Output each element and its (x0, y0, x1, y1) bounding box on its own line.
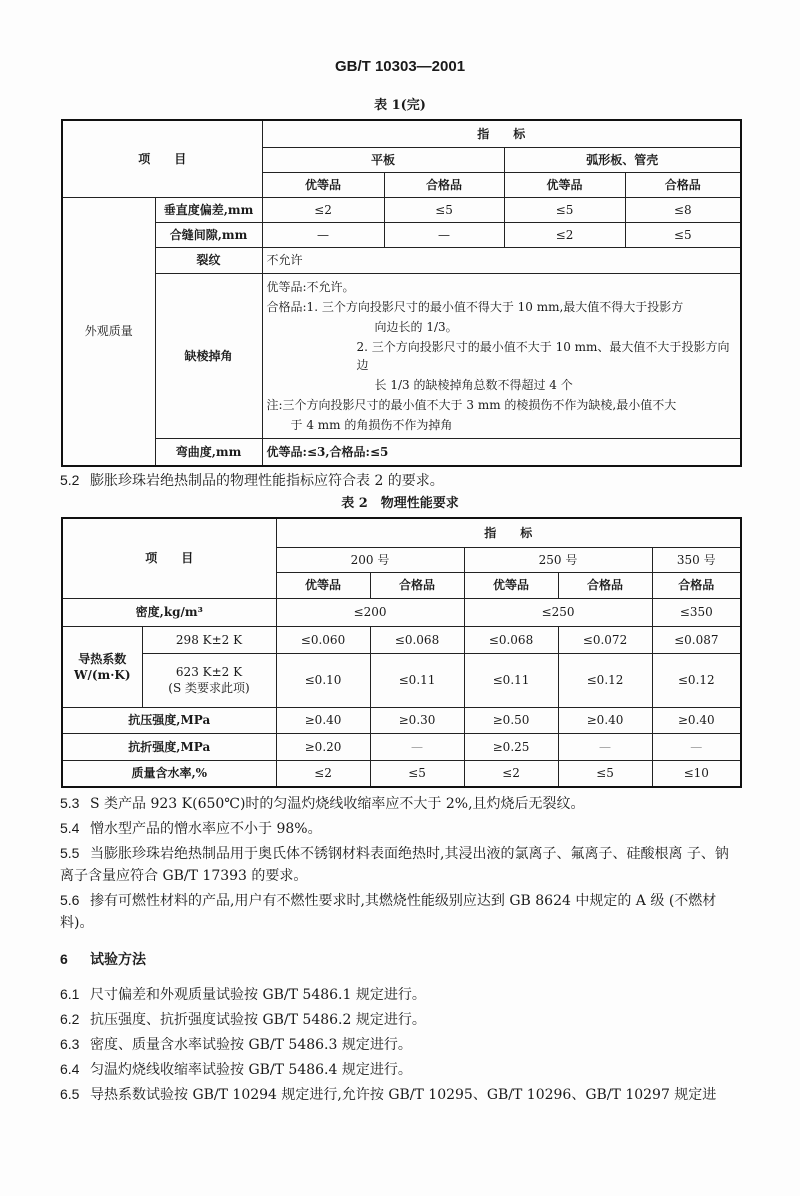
para-5-3 (60, 792, 740, 815)
para-6-4 (60, 1058, 740, 1081)
para-5-2 (60, 469, 740, 492)
para-5-6 (60, 889, 740, 934)
cell: ≤5 (625, 222, 741, 247)
standard-header: GB/T 10303—2001 (334, 58, 466, 75)
para-number: 6.3 (60, 1036, 80, 1052)
cell: ≤250 (464, 598, 652, 626)
text-line: 合格品:1. 三个方向投影尺寸的最小值不得大于 10 mm,最大值不得大于投影方 (266, 299, 684, 314)
para-number: 5.5 (60, 845, 80, 861)
chip-description (262, 273, 741, 438)
cell: — (370, 733, 464, 760)
cell: ≤0.087 (652, 626, 741, 653)
row-label: 垂直度偏差,mm (155, 197, 262, 222)
cell: ≤0.072 (558, 626, 652, 653)
cell: 优等品:≤3,合格品:≤5 (262, 438, 741, 466)
para-number: 6.4 (60, 1061, 80, 1077)
section-title: 试验方法 (90, 952, 146, 968)
grade-header: 合格品 (370, 572, 464, 598)
curved-header: 弧形板、管壳 (504, 147, 741, 172)
cell: ≥0.40 (652, 707, 741, 733)
grade-header: 合格品 (652, 572, 741, 598)
para-text: 抗压强度、抗折强度试验按 GB/T 5486.2 规定进行。 (90, 1012, 426, 1028)
para-number: 5.2 (60, 472, 80, 488)
cell: ≤0.11 (464, 653, 558, 707)
cell: — (384, 222, 504, 247)
row-label: 298 K±2 K (142, 626, 276, 653)
label-line: 导热系数 (78, 651, 127, 666)
row-label: 合缝间隙,mm (155, 222, 262, 247)
cell: ≤2 (464, 760, 558, 787)
cell: ≥0.20 (276, 733, 370, 760)
cell: ≤200 (276, 598, 464, 626)
para-text: S 类产品 923 K(650℃)时的匀温灼烧线收缩率应不大于 2%,且灼烧后无裂纹。 (90, 796, 585, 812)
cell: ≤2 (276, 760, 370, 787)
row-label: 密度,kg/m³ (62, 598, 276, 626)
grade-header: 优等品 (262, 172, 384, 197)
cell: ≤5 (370, 760, 464, 787)
para-text: (不燃材料)。 (60, 893, 717, 931)
label-line: W/(m·K) (73, 667, 131, 682)
row-label: 抗压强度,MPa (62, 707, 276, 733)
table1 (61, 119, 742, 467)
table1-caption: 表 1(完) (374, 98, 426, 113)
class-header: 200 号 (276, 547, 464, 572)
cell: — (262, 222, 384, 247)
para-number: 6.5 (60, 1086, 80, 1102)
cell: — (558, 733, 652, 760)
item-header: 项 目 (62, 120, 262, 197)
cell: ≥0.30 (370, 707, 464, 733)
row-label: 抗折强度,MPa (62, 733, 276, 760)
grade-header: 优等品 (276, 572, 370, 598)
para-text: 尺寸偏差和外观质量试验按 GB/T 5486.1 规定进行。 (90, 987, 426, 1003)
class-header: 350 号 (652, 547, 741, 572)
cell: ≤2 (262, 197, 384, 222)
grade-header: 优等品 (504, 172, 625, 197)
row-label: 裂纹 (155, 247, 262, 273)
para-number: 5.3 (60, 795, 80, 811)
cell: ≤5 (558, 760, 652, 787)
para-5-5 (60, 842, 740, 887)
para-6-3 (60, 1033, 740, 1056)
cell: ≥0.50 (464, 707, 558, 733)
cell: 不允许 (262, 247, 741, 273)
cell: ≥0.40 (558, 707, 652, 733)
para-text: 膨胀珍珠岩绝热制品的物理性能指标应符合表 2 的要求。 (90, 473, 444, 489)
cell: — (652, 733, 741, 760)
para-6-1 (60, 983, 740, 1006)
grade-header: 合格品 (384, 172, 504, 197)
text-line: 于 4 mm 的角损伤不作为掉角 (290, 417, 453, 432)
cell: ≥0.25 (464, 733, 558, 760)
flat-header: 平板 (262, 147, 504, 172)
para-5-4 (60, 817, 740, 840)
class-header: 250 号 (464, 547, 652, 572)
para-text: 密度、质量含水率试验按 GB/T 5486.3 规定进行。 (90, 1037, 412, 1053)
text-line: 长 1/3 的缺棱掉角总数不得超过 4 个 (374, 377, 573, 392)
cell: ≤2 (504, 222, 625, 247)
para-number: 5.6 (60, 892, 80, 908)
grade-header: 合格品 (625, 172, 741, 197)
row-label: 缺棱掉角 (155, 273, 262, 438)
cell: ≤5 (504, 197, 625, 222)
cell: ≤10 (652, 760, 741, 787)
label-line: 623 K±2 K (175, 665, 243, 679)
table2-caption: 表 2 物理性能要求 (341, 496, 459, 511)
cell: ≤5 (384, 197, 504, 222)
para-text: 子、钠离子含量应符合 GB/T 17393 的要求。 (60, 846, 729, 884)
group-label: 外观质量 (62, 197, 155, 466)
cell: ≤0.068 (370, 626, 464, 653)
cell: ≥0.40 (276, 707, 370, 733)
conductivity-label (62, 626, 142, 707)
para-number: 6.1 (60, 986, 80, 1002)
cell: ≤0.068 (464, 626, 558, 653)
para-number: 5.4 (60, 820, 80, 836)
label-line: (S 类要求此项) (168, 681, 250, 695)
cell: ≤0.12 (558, 653, 652, 707)
index-header: 指 标 (276, 518, 741, 547)
para-number: 6.2 (60, 1011, 80, 1027)
text-line: 向边长的 1/3。 (374, 319, 458, 334)
cell: ≤0.060 (276, 626, 370, 653)
row-label (142, 653, 276, 707)
text-line: 注:三个方向投影尺寸的最小值不大于 3 mm 的棱损伤不作为缺棱,最小值不大 (266, 397, 677, 412)
para-text: 当膨胀珍珠岩绝热制品用于奥氏体不锈钢材料表面绝热时,其浸出液的氯离子、氟离子、硅酸根离 (90, 846, 683, 862)
cell: ≤0.12 (652, 653, 741, 707)
section-heading (60, 948, 740, 971)
grade-header: 合格品 (558, 572, 652, 598)
row-label: 质量含水率,% (62, 760, 276, 787)
item-header: 项 目 (62, 518, 276, 598)
cell: ≤350 (652, 598, 741, 626)
cell: ≤8 (625, 197, 741, 222)
para-text: 匀温灼烧线收缩率试验按 GB/T 5486.4 规定进行。 (90, 1062, 412, 1078)
cell: ≤0.11 (370, 653, 464, 707)
para-text: 导热系数试验按 GB/T 10294 规定进行,允许按 GB/T 10295、GB/T 10296、GB/T 10297 规定进 (90, 1087, 717, 1103)
table2 (61, 517, 742, 788)
text-line: 2. 三个方向投影尺寸的最小值不大于 10 mm、最大值不大于投影方向边 (356, 339, 730, 372)
row-label: 弯曲度,mm (155, 438, 262, 466)
text-line: 优等品:不允许。 (266, 279, 355, 294)
para-text: 憎水型产品的憎水率应不小于 98%。 (90, 821, 322, 837)
para-text: 掺有可燃性材料的产品,用户有不燃性要求时,其燃烧性能级别应达到 GB 8624 中规定的 A 级 (90, 893, 665, 909)
grade-header: 优等品 (464, 572, 558, 598)
section-number: 6 (60, 951, 68, 967)
para-6-2 (60, 1008, 740, 1031)
cell: ≤0.10 (276, 653, 370, 707)
index-header: 指 标 (262, 120, 741, 147)
para-6-5 (60, 1083, 740, 1106)
